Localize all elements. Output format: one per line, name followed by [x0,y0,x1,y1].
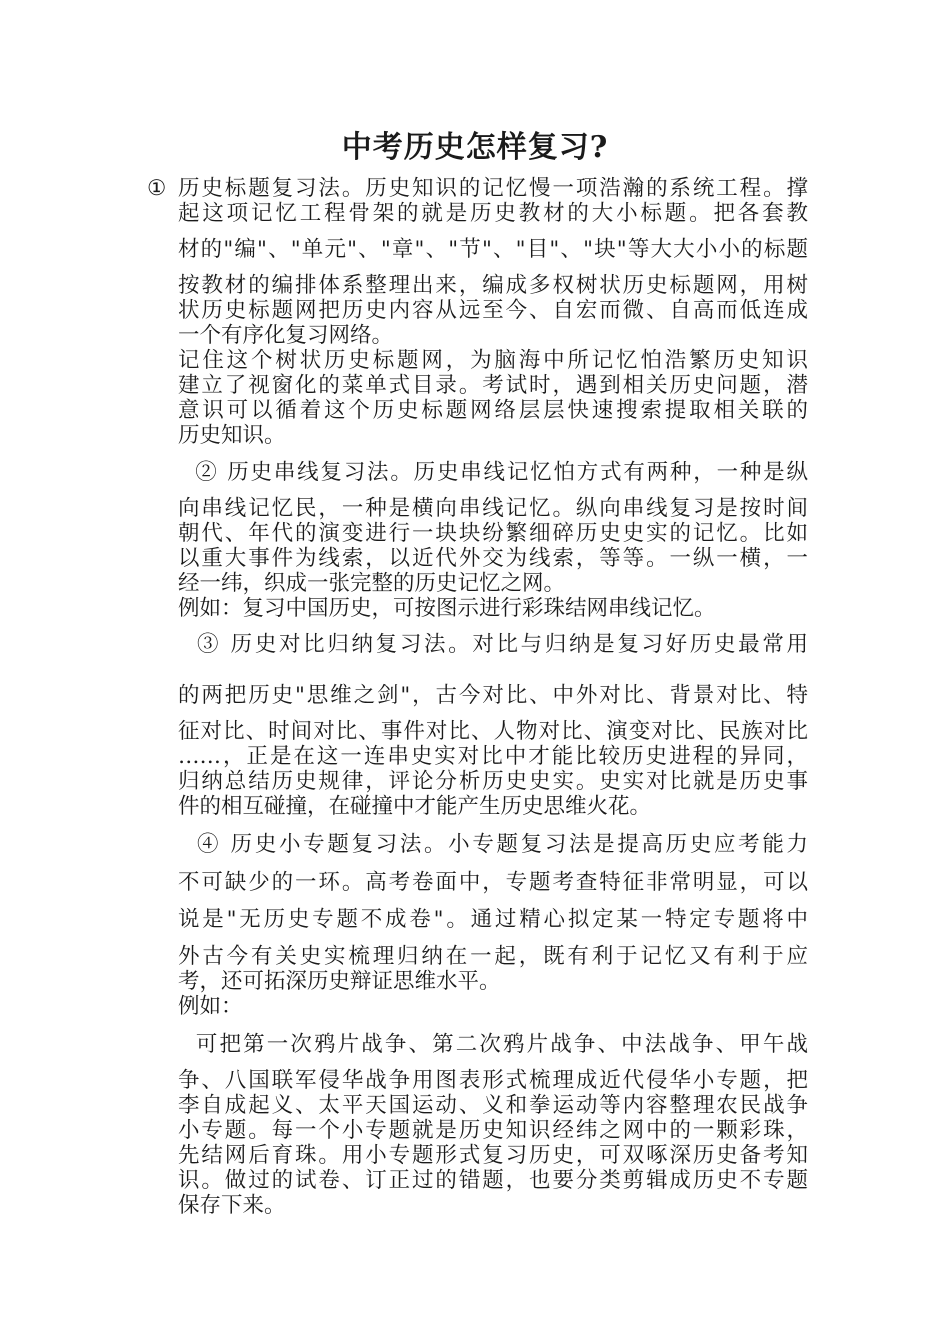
text-line-34: 识。做过的试卷、订正过的错题，也要分类剪辑成历史不专题 [178,1168,808,1193]
text-line-32: 小专题。每一个小专题就是历史知识经纬之网中的一颗彩珠， [178,1118,808,1143]
text-line-6: 一个有序化复习网络。 [178,323,394,348]
text-line-21: 归纳总结历史规律，评论分析历史史实。史实对比就是历史事 [178,769,808,794]
text-line-31: 李自成起义、太平天国运动、义和拳运动等内容整理农民战争 [178,1093,808,1118]
text-line-3: 材的"编"、"单元"、"章"、"节"、"目"、"块"等大大小小的标题 [178,237,808,262]
text-line-22: 件的相互碰撞，在碰撞中才能产生历史思维火花。 [178,794,652,819]
text-line-28: 例如： [178,994,243,1019]
text-line-24: 不可缺少的一环。高考卷面中，专题考查特征非常明显，可以 [178,870,808,895]
text-line-23: ④ 历史小专题复习法。小专题复习法是提高历史应考能力 [178,832,808,857]
text-line-33: 先结网后育珠。用小专题形式复习历史，可双啄深历史备考知 [178,1143,808,1168]
text-line-5: 状历史标题网把历史内容从远至今、自宏而微、自高而低连成 [178,298,808,323]
text-line-18: 的两把历史"思维之剑"，古今对比、中外对比、背景对比、特 [178,683,808,708]
text-line-1: 历史标题复习法。历史知识的记忆慢一项浩瀚的系统工程。撑 [178,176,808,201]
text-line-35: 保存下来。 [178,1193,286,1218]
text-line-14: 以重大事件为线索，以近代外交为线索，等等。一纵一横，一 [178,546,808,571]
text-line-9: 意识可以循着这个历史标题网络层层快速搜索提取相关联的 [178,398,808,423]
text-line-8: 建立了视窗化的菜单式目录。考试时，遇到相关历史问题，潜 [178,373,808,398]
text-line-26: 外古今有关史实梳理归纳在一起，既有利于记忆又有利于应 [178,944,808,969]
list-marker-1: ① [147,176,167,201]
text-line-20: ……，正是在这一连串史实对比中才能比较历史进程的异同， [178,744,808,769]
text-line-17: ③ 历史对比归纳复习法。对比与归纳是复习好历史最常用 [178,632,808,657]
text-line-19: 征对比、时间对比、事件对比、人物对比、演变对比、民族对比 [178,719,808,744]
text-line-11: ② 历史串线复习法。历史串线记忆怕方式有两种，一种是纵 [178,460,808,485]
document-title: 中考历史怎样复习? [341,130,609,165]
text-line-2: 起这项记忆工程骨架的就是历史教材的大小标题。把各套教 [178,201,808,226]
text-line-27: 考，还可拓深历史辩证思维水平。 [178,969,501,994]
text-line-12: 向串线记忆民，一种是横向串线记忆。纵向串线复习是按时间 [178,496,808,521]
text-line-29: 可把第一次鸦片战争、第二次鸦片战争、中法战争、甲午战 [178,1032,808,1057]
text-line-4: 按教材的编排体系整理出来，编成多权树状历史标题网，用树 [178,273,808,298]
text-line-25: 说是"无历史专题不成卷"。通过精心拟定某一特定专题将中 [178,907,808,932]
text-line-7: 记住这个树状历史标题网，为脑海中所记忆怕浩繁历史知识 [178,348,808,373]
text-line-13: 朝代、年代的演变进行一块块纷繁细碎历史史实的记忆。比如 [178,521,808,546]
text-line-15: 经一纬，织成一张完整的历史记忆之网。 [178,571,566,596]
text-line-30: 争、八国联军侵华战争用图表形式梳理成近代侵华小专题，把 [178,1068,808,1093]
text-line-10: 历史知识。 [178,423,286,448]
text-line-16: 例如：复习中国历史，可按图示进行彩珠结网串线记忆。 [178,596,716,621]
